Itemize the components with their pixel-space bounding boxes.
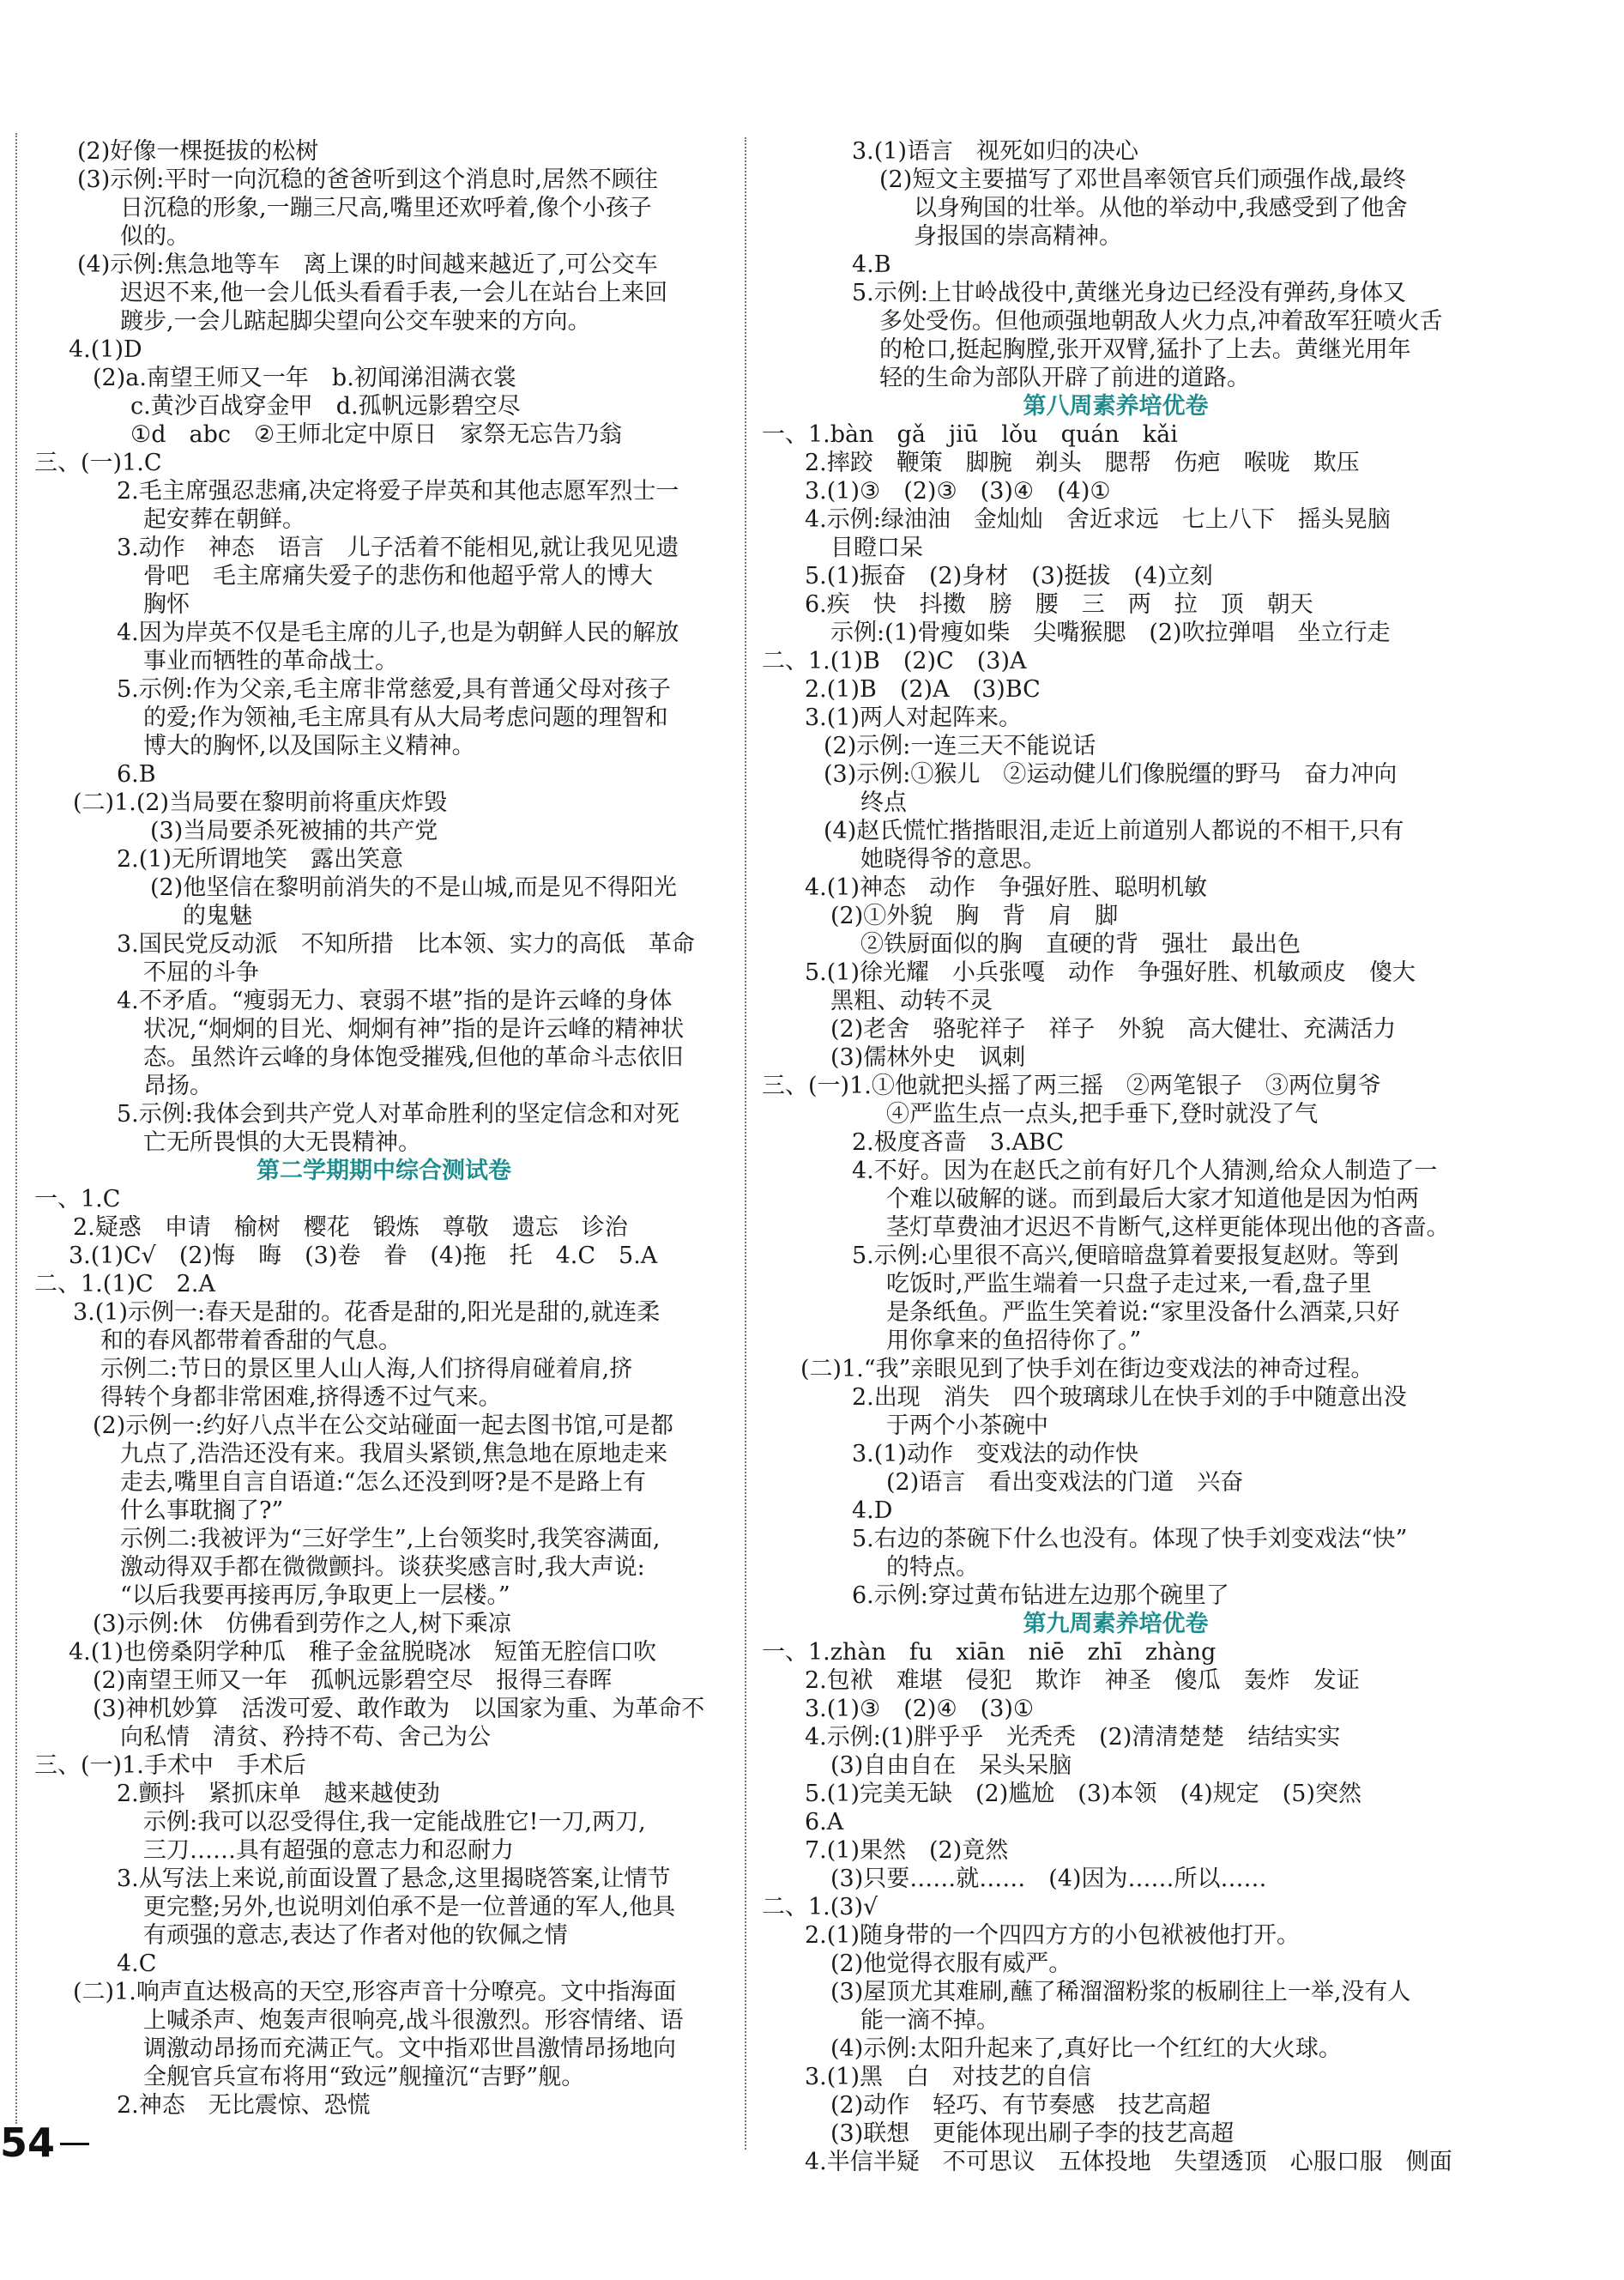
answer-line: 5.示例:我体会到共产党人对革命胜利的坚定信念和对死 [117, 1101, 679, 1128]
answer-line: (3)联想 更能体现出刷子李的技艺高超 [830, 2120, 1235, 2147]
answer-line: 向私情 清贫、矜持不苟、舍己为公 [120, 1724, 491, 1751]
answer-line: 胸怀 [143, 591, 190, 618]
answer-line: 全舰官兵宣布将用“致远”舰撞沉“吉野”舰。 [143, 2064, 585, 2090]
answer-line: 示例二:我被评为“三好学生”,上台领奖时,我笑容满面, [120, 1526, 661, 1552]
answer-line: 4.不好。因为在赵氏之前有好几个人猜测,给众人制造了一 [852, 1158, 1438, 1184]
section-heading: 第八周素养培优卷 [1023, 393, 1209, 420]
answer-line: 日沉稳的形象,一蹦三尺高,嘴里还欢呼着,像个小孩子 [120, 195, 652, 221]
answer-line: 个难以破解的谜。而到最后大家才知道他是因为怕两 [886, 1186, 1419, 1213]
answer-line: 骨吧 毛主席痛失爱子的悲伤和他超乎常人的博大 [143, 563, 653, 590]
answer-line: 昂扬。 [143, 1073, 213, 1099]
answer-line: 似的。 [120, 223, 190, 250]
answer-line: 4.半信半疑 不可思议 五体投地 失望透顶 心服口服 侧面 [805, 2149, 1452, 2175]
answer-line: 二、1.(3)√ [762, 1894, 878, 1920]
answer-line: 亡无所畏惧的大无畏精神。 [143, 1129, 421, 1156]
answer-line: 激动得双手都在微微颤抖。谈获奖感言时,我大声说: [120, 1554, 645, 1581]
answer-line: 她晓得爷的意思。 [860, 846, 1046, 873]
answer-line: 是条纸鱼。严监生笑着说:“家里没备什么酒菜,只好 [886, 1299, 1400, 1326]
answer-line: 三、(一)1.C [34, 450, 162, 476]
answer-line: 吃饭时,严监生端着一只盘子走过来,一看,盘子里 [886, 1271, 1372, 1297]
answer-line: 6.示例:穿过黄布钻进左边那个碗里了 [852, 1582, 1229, 1609]
answer-line: 3.国民党反动派 不知所措 比本领、实力的高低 革命 [117, 931, 695, 958]
answer-line: 三、(一)1.①他就把头摇了两三摇 ②两笔银子 ③两位舅爷 [762, 1073, 1381, 1099]
answer-line: 3.(1)两人对起阵来。 [805, 705, 1023, 731]
answer-line: 示例二:节日的景区里人山人海,人们挤得肩碰着肩,挤 [100, 1356, 633, 1382]
answer-line: (二)1.“我”亲眼见到了快手刘在街边变戏法的神奇过程。 [800, 1356, 1374, 1382]
answer-line: 踱步,一会儿踮起脚尖望向公交车驶来的方向。 [120, 308, 591, 335]
answer-column-right [762, 137, 1470, 2176]
answer-line: 4.(1)神态 动作 争强好胜、聪明机敏 [805, 874, 1208, 901]
answer-line: (2)他坚信在黎明前消失的不是山城,而是见不得阳光 [150, 874, 677, 901]
answer-line: 3.(1)C√ (2)悔 晦 (3)卷 眷 (4)拖 托 4.C 5.A [69, 1243, 658, 1269]
answer-line: 二、1.(1)C 2.A [34, 1271, 215, 1297]
answer-line: (2)a.南望王师又一年 b.初闻涕泪满衣裳 [93, 365, 516, 391]
answer-line: (3)神机妙算 活泼可爱、敢作敢为 以国家为重、为革命不 [93, 1696, 705, 1722]
answer-line: 3.(1)黑 白 对技艺的自信 [805, 2064, 1092, 2090]
answer-line: 7.(1)果然 (2)竟然 [805, 1837, 1009, 1864]
answer-line: 2.出现 消失 四个玻璃球儿在快手刘的手中随意出没 [852, 1384, 1407, 1411]
answer-line: (二)1.响声直达极高的天空,形容声音十分嘹亮。文中指海面 [73, 1979, 677, 2005]
answer-line: 什么事耽搁了?” [120, 1497, 284, 1524]
answer-line: 3.(1)示例一:春天是甜的。花香是甜的,阳光是甜的,就连柔 [73, 1299, 661, 1326]
answer-line: 和的春风都带着香甜的气息。 [100, 1327, 401, 1354]
answer-line: 能一滴不掉。 [860, 2007, 999, 2034]
answer-line: (4)示例:焦急地等车 离上课的时间越来越近了,可公交车 [77, 251, 658, 278]
answer-line: 4.(1)D [69, 336, 142, 363]
answer-line: 起安葬在朝鲜。 [143, 506, 305, 533]
answer-line: (4)赵氏慌忙揩揩眼泪,走近上前道别人都说的不相干,只有 [824, 818, 1404, 844]
answer-line: 黑粗、动转不灵 [830, 988, 993, 1014]
answer-line: (3)示例:①猴儿 ②运动健儿们像脱缰的野马 奋力冲向 [824, 761, 1398, 788]
answer-line: (3)当局要杀死被捕的共产党 [150, 818, 438, 844]
answer-line: 终点 [860, 789, 907, 816]
answer-line: 得转个身都非常困难,挤得透不过气来。 [100, 1384, 502, 1411]
answer-line: 上喊杀声、炮轰声很响亮,战斗很激烈。形容情绪、语 [143, 2007, 684, 2034]
answer-line: (4)示例:太阳升起来了,真好比一个红红的大火球。 [830, 2035, 1342, 2062]
answer-line: 有顽强的意志,表达了作者对他的钦佩之情 [143, 1922, 568, 1949]
answer-line: 走去,嘴里自言自语道:“怎么还没到呀?是不是路上有 [120, 1469, 646, 1496]
answer-line: ①d abc ②王师北定中原日 家祭无忘告乃翁 [130, 421, 623, 448]
answer-line: 迟迟不来,他一会儿低头看看手表,一会儿在站台上来回 [120, 280, 668, 306]
answer-line: “以后我要再接再厉,争取更上一层楼。” [120, 1582, 510, 1609]
answer-line: ②铁厨面似的胸 直硬的背 强壮 最出色 [860, 931, 1301, 958]
answer-line: 4.因为岸英不仅是毛主席的儿子,也是为朝鲜人民的解放 [117, 620, 679, 646]
answer-line: 5.示例:作为父亲,毛主席非常慈爱,具有普通父母对孩子 [117, 676, 672, 703]
answer-line: 5.示例:心里很不高兴,便暗暗盘算着要报复赵财。等到 [852, 1243, 1399, 1269]
answer-line: 一、1.zhàn fu xiān niē zhī zhàng [762, 1639, 1216, 1666]
answer-line: 示例:(1)骨瘦如柴 尖嘴猴腮 (2)吹拉弹唱 坐立行走 [830, 620, 1391, 646]
answer-line: (3)屋顶尤其难刷,蘸了稀溜溜粉浆的板刷往上一举,没有人 [830, 1979, 1411, 2005]
answer-line: 2.包袱 难堪 侵犯 欺诈 神圣 傻瓜 轰炸 发证 [805, 1667, 1360, 1694]
answer-line: 6.B [117, 761, 156, 788]
answer-line: 4.不矛盾。“瘦弱无力、衰弱不堪”指的是许云峰的身体 [117, 988, 673, 1014]
answer-line: 不屈的斗争 [143, 959, 259, 986]
answer-line: 2.(1)B (2)A (3)BC [805, 676, 1041, 703]
answer-line: c.黄沙百战穿金甲 d.孤帆远影碧空尽 [130, 393, 521, 420]
answer-line: 三刀……具有超强的意志力和忍耐力 [143, 1837, 514, 1864]
answer-line: (3)示例:平时一向沉稳的爸爸听到这个消息时,居然不顾往 [77, 166, 658, 193]
answer-line: 身报国的崇高精神。 [914, 223, 1122, 250]
left-page-rule [15, 133, 17, 2124]
answer-line: 以身殉国的壮举。从他的举动中,我感受到了他舍 [914, 195, 1408, 221]
answer-line: 2.极度吝啬 3.ABC [852, 1129, 1065, 1156]
answer-line: (2)他觉得衣服有威严。 [830, 1950, 1072, 1977]
section-heading: 第九周素养培优卷 [1023, 1611, 1209, 1637]
answer-line: (2)南望王师又一年 孤帆远影碧空尽 报得三春晖 [93, 1667, 613, 1694]
answer-line: 2.摔跤 鞭策 脚腕 剃头 腮帮 伤疤 喉咙 欺压 [805, 450, 1360, 476]
answer-line: 状况,“炯炯的目光、炯炯有神”指的是许云峰的精神状 [143, 1016, 685, 1043]
answer-line: 一、1.bàn gǎ jiū lǒu quán kǎi [762, 421, 1178, 448]
answer-line: (3)儒林外史 讽刺 [830, 1044, 1026, 1071]
answer-line: 一、1.C [34, 1186, 121, 1213]
answer-line: 4.(1)也傍桑阴学种瓜 稚子金盆脱晓冰 短笛无腔信口吹 [69, 1639, 657, 1666]
answer-line: 4.D [852, 1497, 893, 1524]
answer-line: 的枪口,挺起胸膛,张开双臂,猛扑了上去。黄继光用年 [879, 336, 1411, 363]
answer-line: (2)①外貌 胸 背 肩 脚 [830, 903, 1119, 929]
answer-line: (2)示例一:约好八点半在公交站碰面一起去图书馆,可是都 [93, 1412, 673, 1439]
answer-line: 博大的胸怀,以及国际主义精神。 [143, 733, 475, 759]
answer-line: (2)动作 轻巧、有节奏感 技艺高超 [830, 2092, 1211, 2119]
answer-line: 6.疾 快 抖擞 膀 腰 三 两 拉 顶 朝天 [805, 591, 1313, 618]
answer-line: 5.(1)完美无缺 (2)尴尬 (3)本领 (4)规定 (5)突然 [805, 1781, 1361, 1807]
answer-line: (3)自由自在 呆头呆脑 [830, 1752, 1072, 1779]
answer-line: 4.C [117, 1950, 157, 1977]
answer-line: 调激动昂扬而充满正气。文中指邓世昌激情昂扬地向 [143, 2035, 676, 2062]
answer-line: 4.示例:(1)胖乎乎 光秃秃 (2)清清楚楚 结结实实 [805, 1724, 1341, 1751]
answer-line: (2)好像一棵挺拔的松树 [77, 138, 319, 165]
answer-line: 2.神态 无比震惊、恐慌 [117, 2092, 371, 2119]
answer-line: 的爱;作为领袖,毛主席具有从大局考虑问题的理智和 [143, 705, 668, 731]
answer-line: 态。虽然许云峰的身体饱受摧残,但他的革命斗志依旧 [143, 1044, 684, 1071]
answer-line: 示例:我可以忍受得住,我一定能战胜它!一刀,两刀, [143, 1809, 646, 1835]
answer-line: 于两个小茶碗中 [886, 1412, 1048, 1439]
answer-column-left [34, 137, 734, 2120]
answer-line: 更完整;另外,也说明刘伯承不是一位普通的军人,他具 [143, 1894, 676, 1920]
answer-line: 2.疑惑 申请 榆树 樱花 锻炼 尊敬 遗忘 诊治 [73, 1214, 628, 1241]
answer-line: 4.B [852, 251, 891, 278]
answer-line: 2.(1)无所谓地笑 露出笑意 [117, 846, 404, 873]
answer-line: 3.动作 神态 语言 儿子活着不能相见,就让我见见遗 [117, 535, 679, 561]
answer-line: 2.颤抖 紧抓床单 越来越使劲 [117, 1781, 440, 1807]
answer-line: 5.(1)徐光耀 小兵张嘎 动作 争强好胜、机敏顽皮 傻大 [805, 959, 1416, 986]
answer-line: (3)只要……就…… (4)因为……所以…… [830, 1866, 1267, 1892]
answer-line: 4.示例:绿油油 金灿灿 舍近求远 七上八下 摇头晃脑 [805, 506, 1391, 533]
answer-line: 5.示例:上甘岭战役中,黄继光身边已经没有弹药,身体又 [852, 280, 1407, 306]
answer-line: 二、1.(1)B (2)C (3)A [762, 648, 1027, 674]
answer-line: 三、(一)1.手术中 手术后 [34, 1752, 306, 1779]
answer-line: 3.(1)③ (2)④ (3)① [805, 1696, 1035, 1722]
answer-line: (2)示例:一连三天不能说话 [824, 733, 1096, 759]
column-divider [745, 137, 746, 2150]
answer-line: (2)老舍 骆驼祥子 祥子 外貌 高大健壮、充满活力 [830, 1016, 1397, 1043]
answer-line: 5.右边的茶碗下什么也没有。体现了快手刘变戏法“快” [852, 1526, 1408, 1552]
section-heading: 第二学期期中综合测试卷 [257, 1158, 511, 1184]
answer-line: 九点了,浩浩还没有来。我眉头紧锁,焦急地在原地走来 [120, 1441, 668, 1467]
answer-line: 3.从写法上来说,前面设置了悬念,这里揭晓答案,让情节 [117, 1866, 671, 1892]
answer-line: 用你拿来的鱼招待你了。” [886, 1327, 1142, 1354]
answer-line: (3)示例:休 仿佛看到劳作之人,树下乘凉 [93, 1611, 511, 1637]
answer-line: (2)语言 看出变戏法的门道 兴奋 [886, 1469, 1244, 1496]
answer-line: ④严监生点一点头,把手垂下,登时就没了气 [886, 1101, 1319, 1128]
answer-line: 的鬼魅 [183, 903, 252, 929]
answer-line: 6.A [805, 1809, 844, 1835]
answer-line: 轻的生命为部队开辟了前进的道路。 [879, 365, 1250, 391]
answer-line: 事业而牺牲的革命战士。 [143, 648, 398, 674]
answer-line: 2.(1)随身带的一个四四方方的小包袱被他打开。 [805, 1922, 1301, 1949]
page-number-dash [60, 2143, 89, 2145]
answer-line: 5.(1)振奋 (2)身材 (3)挺拔 (4)立刻 [805, 563, 1213, 590]
answer-line: 3.(1)语言 视死如归的决心 [852, 138, 1139, 165]
answer-line: 目瞪口呆 [830, 535, 923, 561]
answer-line: 的特点。 [886, 1554, 979, 1581]
answer-line: 2.毛主席强忍悲痛,决定将爱子岸英和其他志愿军烈士一 [117, 478, 679, 505]
answer-line: 茎灯草费油才迟迟不肯断气,这样更能体现出他的吝啬。 [886, 1214, 1450, 1241]
answer-line: (二)1.(2)当局要在黎明前将重庆炸毁 [73, 789, 448, 816]
answer-line: (2)短文主要描写了邓世昌率领官兵们顽强作战,最终 [879, 166, 1406, 193]
answer-line: 3.(1)动作 变戏法的动作快 [852, 1441, 1139, 1467]
answer-line: 3.(1)③ (2)③ (3)④ (4)① [805, 478, 1111, 505]
page-number: 54 [0, 2120, 56, 2166]
answer-line: 多处受伤。但他顽强地朝敌人火力点,冲着敌军狂喷火舌 [879, 308, 1443, 335]
